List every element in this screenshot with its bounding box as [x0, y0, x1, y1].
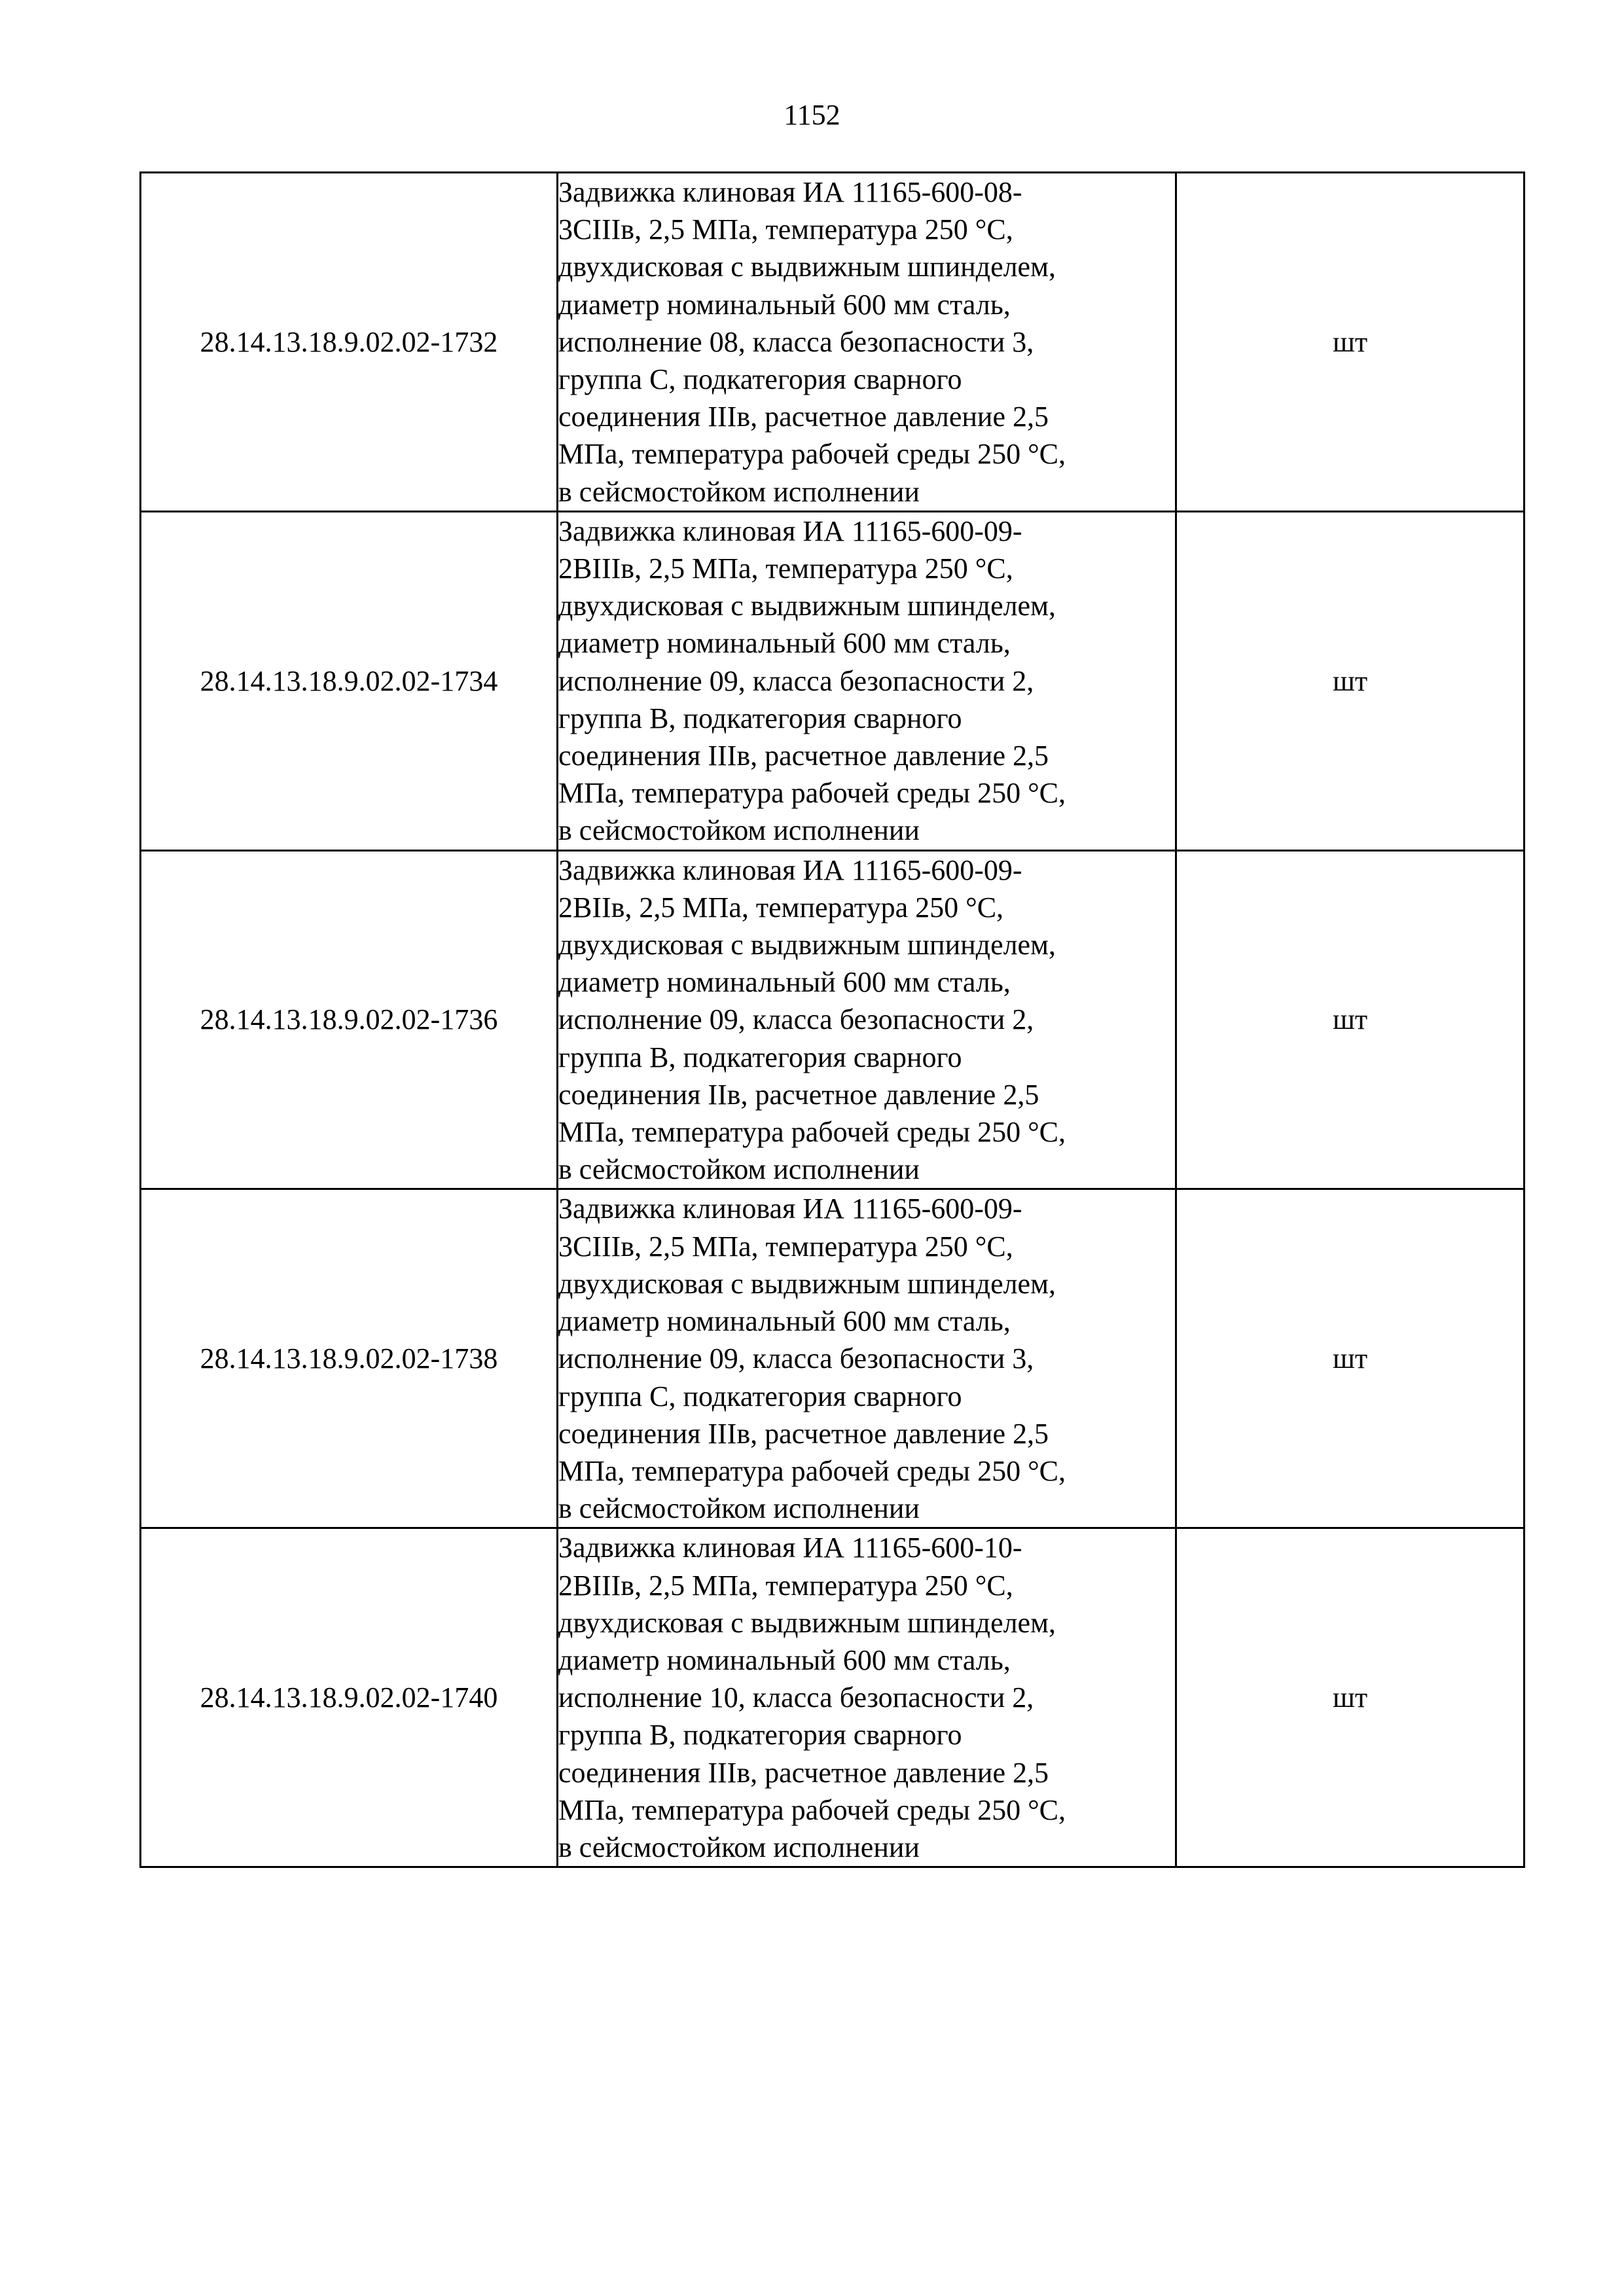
table-row	[141, 1189, 1525, 1528]
description-line: диаметр номинальный 600 мм сталь,	[558, 966, 1011, 999]
item-unit: шт	[1176, 173, 1525, 512]
description-line: исполнение 09, класса безопасности 2,	[558, 664, 1034, 697]
description-line: 2ВIIIв, 2,5 МПа, температура 250 °С,	[558, 1569, 1013, 1602]
description-line: диаметр номинальный 600 мм сталь,	[558, 627, 1011, 660]
description-line: Задвижка клиновая ИА 11165-600-09-	[558, 1193, 1022, 1225]
description-line: МПа, температура рабочей среды 250 °С,	[558, 1454, 1066, 1487]
description-line: МПа, температура рабочей среды 250 °С,	[558, 777, 1066, 810]
item-code: 28.14.13.18.9.02.02-1736	[141, 850, 558, 1189]
description-line: в сейсмостойком исполнении	[558, 814, 920, 847]
description-line: двухдисковая с выдвижным шпинделем,	[558, 590, 1056, 622]
table-row	[141, 511, 1525, 850]
description-line: группа В, подкатегория сварного	[558, 702, 962, 734]
item-code: 28.14.13.18.9.02.02-1734	[141, 511, 558, 850]
description-line: в сейсмостойком исполнении	[558, 1492, 920, 1525]
description-line: соединения IIIв, расчетное давление 2,5	[558, 1756, 1049, 1789]
description-line: группа С, подкатегория сварного	[558, 363, 962, 396]
description-line: диаметр номинальный 600 мм сталь,	[558, 1643, 1011, 1676]
item-description	[558, 173, 1176, 512]
description-line: в сейсмостойком исполнении	[558, 475, 920, 508]
description-line: соединения IIв, расчетное давление 2,5	[558, 1078, 1039, 1111]
description-line: 2ВIIIв, 2,5 МПа, температура 250 °С,	[558, 552, 1013, 585]
description-line: исполнение 09, класса безопасности 3,	[558, 1342, 1034, 1375]
description-line: исполнение 08, класса безопасности 3,	[558, 325, 1034, 358]
description-line: соединения IIIв, расчетное давление 2,5	[558, 401, 1049, 433]
description-line: двухдисковая с выдвижным шпинделем,	[558, 251, 1056, 283]
description-line: двухдисковая с выдвижным шпинделем,	[558, 1267, 1056, 1300]
description-line: группа В, подкатегория сварного	[558, 1719, 962, 1751]
description-line: МПа, температура рабочей среды 250 °С,	[558, 438, 1066, 471]
item-code: 28.14.13.18.9.02.02-1738	[141, 1189, 558, 1528]
item-code: 28.14.13.18.9.02.02-1740	[141, 1528, 558, 1867]
description-line: соединения IIIв, расчетное давление 2,5	[558, 740, 1049, 772]
spec-table-body	[141, 173, 1525, 1867]
description-line: МПа, температура рабочей среды 250 °С,	[558, 1793, 1066, 1826]
item-unit: шт	[1176, 1189, 1525, 1528]
description-line: двухдисковая с выдвижным шпинделем,	[558, 1606, 1056, 1639]
item-unit: шт	[1176, 511, 1525, 850]
description-line: 3СIIIв, 2,5 МПа, температура 250 °С,	[558, 1230, 1013, 1263]
description-line: соединения IIIв, расчетное давление 2,5	[558, 1417, 1049, 1450]
table-row	[141, 850, 1525, 1189]
item-unit: шт	[1176, 850, 1525, 1189]
item-unit: шт	[1176, 1528, 1525, 1867]
description-line: исполнение 10, класса безопасности 2,	[558, 1681, 1034, 1714]
description-line: в сейсмостойком исполнении	[558, 1153, 920, 1186]
table-row	[141, 173, 1525, 512]
page-number: 1152	[784, 99, 840, 131]
description-line: диаметр номинальный 600 мм сталь,	[558, 288, 1011, 321]
item-description	[558, 1189, 1176, 1528]
description-line: 3СIIIв, 2,5 МПа, температура 250 °С,	[558, 213, 1013, 246]
item-description	[558, 511, 1176, 850]
item-description	[558, 850, 1176, 1189]
description-line: Задвижка клиновая ИА 11165-600-09-	[558, 853, 1022, 886]
description-line: МПа, температура рабочей среды 250 °С,	[558, 1116, 1066, 1149]
description-line: группа В, подкатегория сварного	[558, 1041, 962, 1073]
table-row	[141, 1528, 1525, 1867]
description-line: двухдисковая с выдвижным шпинделем,	[558, 929, 1056, 961]
description-line: 2ВIIв, 2,5 МПа, температура 250 °С,	[558, 891, 1004, 924]
description-line: Задвижка клиновая ИА 11165-600-09-	[558, 514, 1022, 547]
description-line: Задвижка клиновая ИА 11165-600-10-	[558, 1532, 1022, 1564]
description-line: в сейсмостойком исполнении	[558, 1831, 920, 1863]
description-line: группа С, подкатегория сварного	[558, 1380, 962, 1412]
item-description	[558, 1528, 1176, 1867]
description-line: исполнение 09, класса безопасности 2,	[558, 1003, 1034, 1036]
description-line: диаметр номинальный 600 мм сталь,	[558, 1305, 1011, 1338]
description-line: Задвижка клиновая ИА 11165-600-08-	[558, 176, 1022, 208]
item-code: 28.14.13.18.9.02.02-1732	[141, 173, 558, 512]
spec-table	[139, 171, 1525, 1868]
